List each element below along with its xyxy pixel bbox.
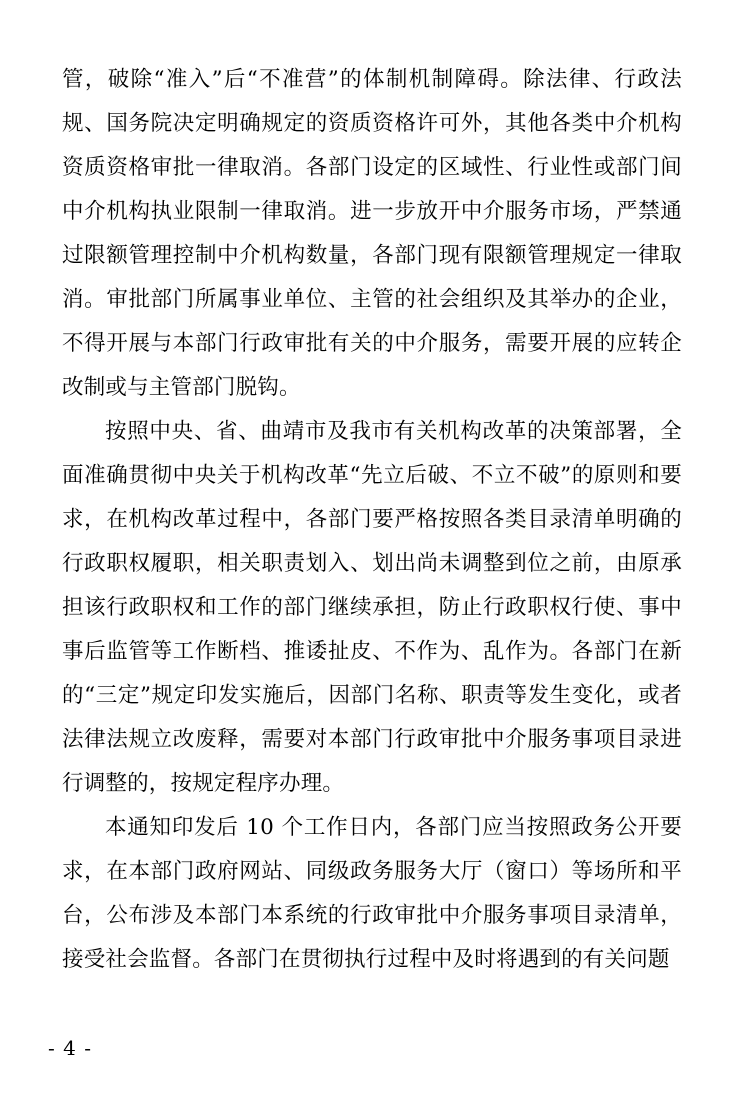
paragraph-2: 按照中央、省、曲靖市及我市有关机构改革的决策部署，全面准确贯彻中央关于机构改革“先立后破、不立不破”的原则和要求，在机构改革过程中，各部门要严格按照各类目录清单明确的行政职权履职，相关职责划入、划出尚未调整到位之前，由原承担该行政职权和工作的部门继续承担，防止行政职权行使、事中事后监管等工作断档、推诿扯皮、不作为、乱作为。各部门在新的“三定”规定印发实施后，因部门名称、职责等发生变化，或者法律法规立改废释，需要对本部门行政审批中介服务事项目录进行调整的，按规定程序办理。	[62, 419, 682, 796]
paragraph-3: 本通知印发后 10 个工作日内，各部门应当按照政务公开要求，在本部门政府网站、同级政务服务大厅（窗口）等场所和平台，公布涉及本部门本系统的行政审批中介服务事项目录清单，接受社会监督。各部门在贯彻执行过程中及时将遇到的有关问题	[62, 815, 682, 972]
document-body	[62, 58, 682, 982]
page-number: - 4 -	[48, 1036, 92, 1060]
paragraph-1: 管，破除“准入”后“不准营”的体制机制障碍。除法律、行政法规、国务院决定明确规定的资质资格许可外，其他各类中介机构资质资格审批一律取消。各部门设定的区域性、行业性或部门间中介机构执业限制一律取消。进一步放开中介服务市场，严禁通过限额管理控制中介机构数量，各部门现有限额管理规定一律取消。审批部门所属事业单位、主管的社会组织及其举办的企业，不得开展与本部门行政审批有关的中介服务，需要开展的应转企改制或与主管部门脱钩。	[62, 67, 682, 400]
